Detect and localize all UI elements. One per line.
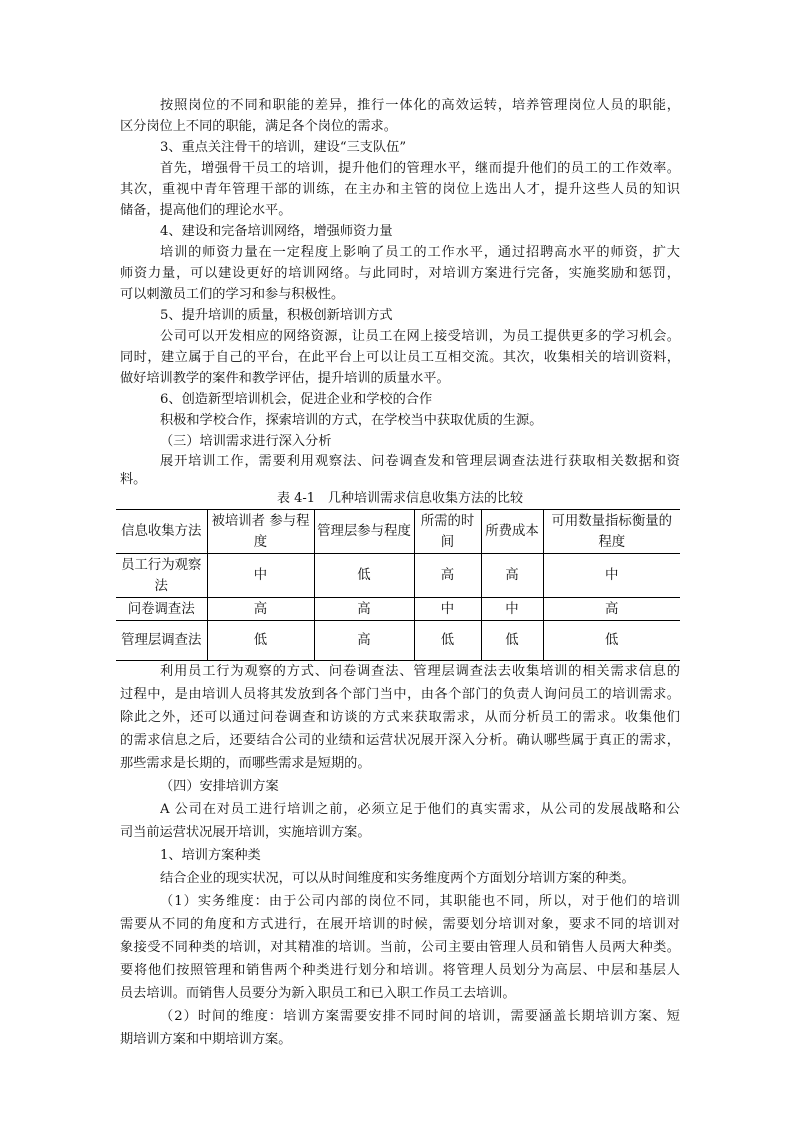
- table-header-cell: 可用数量指标衡量的程度: [543, 510, 680, 554]
- paragraph-line: 展开培训工作，需要利用观察法、问卷调查发和管理层调查法进行获取相关数据和资: [160, 454, 680, 469]
- table-cell: 中: [481, 598, 543, 621]
- paragraph-line: 首先，增强骨干员工的培训，提升他们的管理水平，继而提升他们的员工的工作效率。: [160, 161, 680, 176]
- table-header-cell: 被培训者 参与程度: [207, 510, 314, 554]
- paragraph-line: 按照岗位的不同和职能的差异，推行一体化的高效运转，培养管理岗位人员的职能，: [160, 98, 680, 113]
- table-row: [116, 621, 680, 661]
- paragraph-line: 司当前运营状况展开培训，实施培训方案。: [120, 825, 371, 840]
- paragraph-line: 可以刺激员工们的学习和参与积极性。: [120, 287, 345, 302]
- table-cell: 高: [414, 554, 481, 598]
- section-heading: 4、建设和完备培训网络，增强师资力量: [160, 224, 393, 239]
- section-heading: 3、重点关注骨干的培训，建设“三支队伍”: [160, 140, 407, 155]
- table-cell: 中: [207, 554, 314, 598]
- table-header-row: [116, 510, 680, 554]
- table-header-cell: 所费成本: [481, 510, 543, 554]
- table-cell: 中: [414, 598, 481, 621]
- paragraph-line: 象接受不同种类的培训，对其精准的培训。当前，公司主要由管理人员和销售人员两大种类。: [120, 940, 680, 955]
- comparison-table: [116, 509, 680, 661]
- paragraph-line: A 公司在对员工进行培训之前，必须立足于他们的真实需求，从公司的发展战略和公: [160, 802, 680, 817]
- paragraph-line: 结合企业的现实状况，可以从时间维度和实务维度两个方面划分培训方案的种类。: [160, 871, 635, 886]
- paragraph-line: 利用员工行为观察的方式、问卷调查法、管理层调查法去收集培训的相关需求信息的: [160, 664, 680, 679]
- table-cell: 员工行为观察法: [116, 554, 207, 598]
- table-cell: 高: [314, 621, 414, 661]
- table-cell: 中: [543, 554, 680, 598]
- table-cell: 低: [543, 621, 680, 661]
- table-header-cell: 信息收集方法: [116, 510, 207, 554]
- table-header-cell: 所需的时间: [414, 510, 481, 554]
- paragraph-line: 积极和学校合作，探索培训的方式，在学校当中获取优质的生源。: [160, 413, 543, 428]
- table-cell: 低: [314, 554, 414, 598]
- paragraph-line: 的需求信息之后，还要结合公司的业绩和运营状况展开深入分析。确认哪些属于真正的需求，: [120, 733, 680, 748]
- section-heading: （四）安排培训方案: [160, 779, 279, 794]
- section-heading: 1、培训方案种类: [160, 848, 261, 863]
- paragraph-line: 其次，重视中青年管理干部的训练，在主办和主管的岗位上选出人才，提升这些人员的知识: [120, 182, 680, 197]
- paragraph-line: 过程中，是由培训人员将其发放到各个部门当中，由各个部门的负责人询问员工的培训需求。: [120, 687, 680, 702]
- table-row: [116, 554, 680, 598]
- paragraph-line: 区分岗位上不同的职能，满足各个岗位的需求。: [120, 119, 397, 134]
- paragraph-line: 期培训方案和中期培训方案。: [120, 1032, 292, 1047]
- paragraph-line: 那些需求是长期的，而哪些需求是短期的。: [120, 756, 371, 771]
- table-cell: 低: [481, 621, 543, 661]
- paragraph-line: （2）时间的维度：培训方案需要安排不同时间的培训，需要涵盖长期培训方案、短: [160, 1009, 680, 1024]
- table-row: [116, 598, 680, 621]
- paragraph-line: 师资力量，可以建设更好的培训网络。与此同时，对培训方案进行完备，实施奖励和惩罚，: [120, 266, 680, 281]
- paragraph-line: 同时，建立属于自己的平台，在此平台上可以让员工互相交流。其次，收集相关的培训资料，: [120, 350, 680, 365]
- paragraph-line: 料。: [120, 472, 147, 487]
- paragraph-line: （1）实务维度：由于公司内部的岗位不同，其职能也不同，所以，对于他们的培训: [160, 894, 680, 909]
- paragraph-line: 除此之外，还可以通过问卷调查和访谈的方式来获取需求，从而分析员工的需求。收集他们: [120, 710, 680, 725]
- section-heading: 6、创造新型培训机会，促进企业和学校的合作: [160, 392, 433, 407]
- paragraph-line: 储备，提高他们的理论水平。: [120, 203, 292, 218]
- paragraph-line: 做好培训教学的案件和教学评估，提升培训的质量水平。: [120, 371, 450, 386]
- table-cell: 高: [207, 598, 314, 621]
- paragraph-line: 员去培训。而销售人员要分为新入职员工和已入职工作员工去培训。: [120, 986, 516, 1001]
- table-cell: 问卷调查法: [116, 598, 207, 621]
- paragraph-line: 公司可以开发相应的网络资源，让员工在网上接受培训，为员工提供更多的学习机会。: [160, 329, 680, 344]
- table-cell: 高: [314, 598, 414, 621]
- table-caption: 表 4-1 几种培训需求信息收集方法的比较: [276, 491, 524, 506]
- table-cell: 低: [207, 621, 314, 661]
- table-cell: 高: [481, 554, 543, 598]
- table-cell: 管理层调查法: [116, 621, 207, 661]
- table-header-cell: 管理层参与程度: [314, 510, 414, 554]
- table-cell: 低: [414, 621, 481, 661]
- paragraph-line: 培训的师资力量在一定程度上影响了员工的工作水平，通过招聘高水平的师资，扩大: [160, 245, 680, 260]
- section-heading: 5、提升培训的质量，积极创新培训方式: [160, 308, 393, 323]
- table-cell: 高: [543, 598, 680, 621]
- paragraph-line: 要将他们按照管理和销售两个种类进行划分和培训。将管理人员划分为高层、中层和基层人: [120, 963, 680, 978]
- paragraph-line: 需要从不同的角度和方式进行，在展开培训的时候，需要划分培训对象，要求不同的培训对: [120, 917, 680, 932]
- section-heading: （三）培训需求进行深入分析: [160, 434, 332, 449]
